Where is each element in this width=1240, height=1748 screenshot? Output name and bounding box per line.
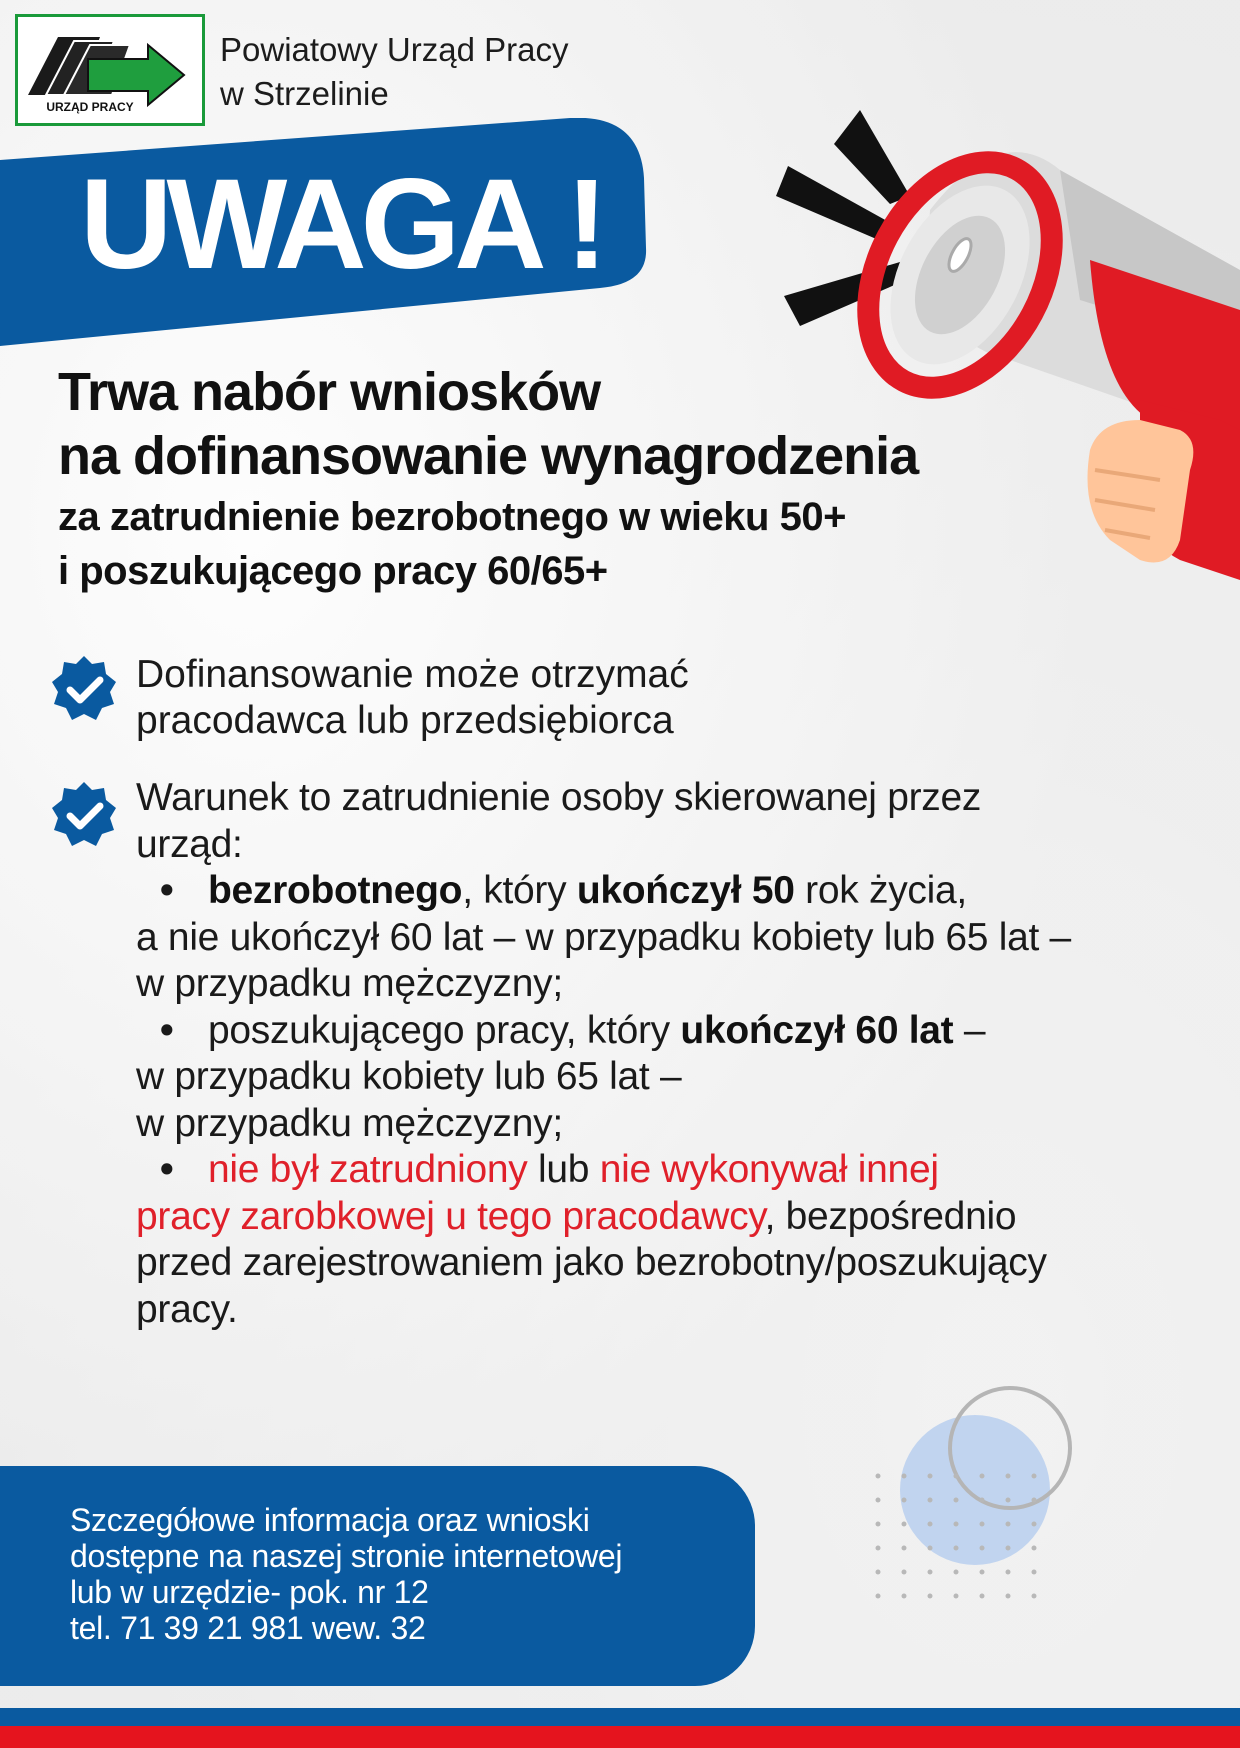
bullet-3-line-3: przed zarejestrowaniem jako bezrobotny/poszukujący [136,1241,1047,1284]
logo-caption: URZĄD PRACY [46,100,134,114]
info-line-3: lub w urzędzie- pok. nr 12 [70,1574,429,1610]
text: poszukującego pracy, który [208,1008,681,1052]
bold-text: bezrobotnego [208,869,463,912]
text: , bezpośrednio [764,1194,1017,1238]
check-badge-icon [48,654,120,726]
bullet-3-line-4: pracy. [136,1287,238,1331]
text: , który [462,869,577,912]
org-line-1: Powiatowy Urząd Pracy [220,31,569,68]
bullet-unemployed [136,868,1206,915]
bullet-dot: • [160,1008,174,1052]
point-employer [136,652,689,744]
bullet-1-line-2: a nie ukończył 60 lat – w przypadku kobiety lub 65 lat – [136,915,1071,959]
bullet-jobseeker [136,1008,1206,1055]
headline-sub [58,490,846,598]
logo [15,14,205,126]
point-condition [136,775,1206,1333]
bold-text: ukończył 60 lat [680,1008,954,1052]
phone-number: tel. 71 39 21 981 wew. 32 [70,1610,426,1646]
organization-name [220,28,568,116]
decorative-circles [860,1380,1080,1610]
headline-line-4: i poszukującego pracy 60/65+ [58,549,608,593]
text: – [953,1008,986,1052]
info-line-2: dostępne na naszej stronie internetowej [70,1538,623,1574]
text: rok życia, [794,869,967,912]
bottom-stripe-red [0,1726,1240,1748]
headline-main [58,360,918,488]
info-line-1: Szczegółowe informacja oraz wnioski [70,1502,590,1538]
bold-text: ukończył 50 [576,869,795,912]
org-line-2: w Strzelinie [220,75,389,112]
red-text: nie był zatrudniony [208,1148,528,1191]
banner-title: UWAGA ! [80,153,603,296]
red-text: pracy zarobkowej u tego pracodawcy [136,1194,765,1238]
headline-line-1: Trwa nabór wniosków [58,362,601,422]
bullet-2-line-3: w przypadku mężczyzny; [136,1101,563,1145]
point-2-line-1: Warunek to zatrudnienie osoby skierowanej przez [136,776,982,819]
text: lub [527,1148,600,1191]
bottom-stripe-blue [0,1708,1240,1726]
point-1-line-2: pracodawca lub przedsiębiorca [136,699,674,742]
red-text: nie wykonywał innej [599,1148,939,1191]
headline-line-3: za zatrudnienie bezrobotnego w wieku 50+ [58,495,846,539]
bullet-1-line-3: w przypadku mężczyzny; [136,962,563,1005]
bullet-dot: • [160,869,174,912]
bullet-dot: • [160,1148,174,1191]
point-2-line-2: urząd: [136,822,243,866]
bullet-3-line-2 [136,1194,1206,1241]
bullet-2-line-2: w przypadku kobiety lub 65 lat – [136,1055,682,1098]
contact-info [70,1502,622,1646]
headline-line-2: na dofinansowanie wynagrodzenia [58,426,919,486]
bullet-not-employed [136,1147,1206,1194]
point-1-line-1: Dofinansowanie może otrzymać [136,653,689,696]
check-badge-icon [48,780,120,852]
